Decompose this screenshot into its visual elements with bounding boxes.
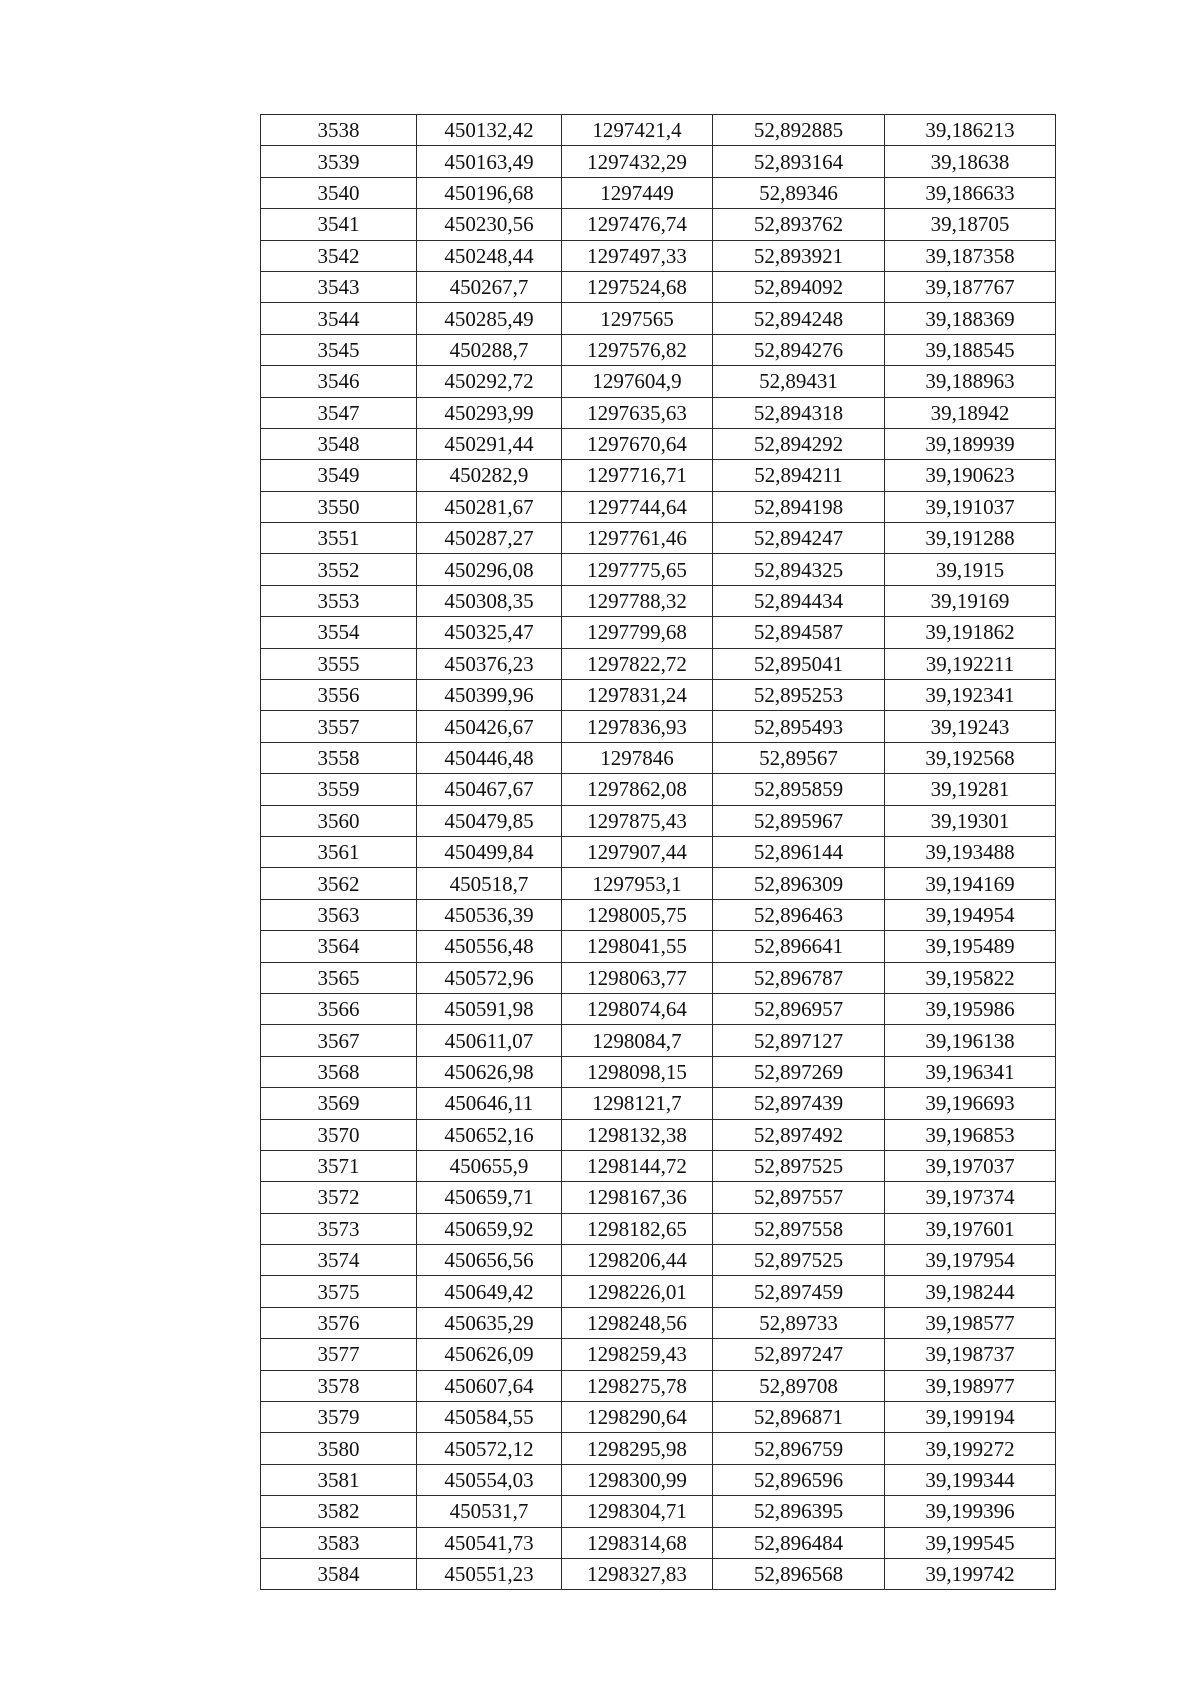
point-number-cell: 3558 xyxy=(261,742,417,773)
longitude-cell: 39,196853 xyxy=(885,1119,1056,1150)
table-row xyxy=(261,1213,1056,1244)
y-coordinate-cell: 1297953,1 xyxy=(562,868,713,899)
longitude-cell: 39,190623 xyxy=(885,460,1056,491)
latitude-cell: 52,89567 xyxy=(713,742,885,773)
table-row xyxy=(261,742,1056,773)
point-number-cell: 3565 xyxy=(261,962,417,993)
x-coordinate-cell: 450656,56 xyxy=(417,1245,562,1276)
table-row xyxy=(261,240,1056,271)
table-row xyxy=(261,491,1056,522)
table-row xyxy=(261,585,1056,616)
table-row xyxy=(261,1558,1056,1589)
longitude-cell: 39,18705 xyxy=(885,209,1056,240)
point-number-cell: 3549 xyxy=(261,460,417,491)
x-coordinate-cell: 450591,98 xyxy=(417,993,562,1024)
y-coordinate-cell: 1298314,68 xyxy=(562,1527,713,1558)
point-number-cell: 3570 xyxy=(261,1119,417,1150)
longitude-cell: 39,193488 xyxy=(885,836,1056,867)
y-coordinate-cell: 1298304,71 xyxy=(562,1496,713,1527)
latitude-cell: 52,897247 xyxy=(713,1339,885,1370)
longitude-cell: 39,199396 xyxy=(885,1496,1056,1527)
latitude-cell: 52,895493 xyxy=(713,711,885,742)
longitude-cell: 39,191862 xyxy=(885,617,1056,648)
point-number-cell: 3564 xyxy=(261,931,417,962)
point-number-cell: 3555 xyxy=(261,648,417,679)
longitude-cell: 39,188369 xyxy=(885,303,1056,334)
latitude-cell: 52,896787 xyxy=(713,962,885,993)
point-number-cell: 3547 xyxy=(261,397,417,428)
y-coordinate-cell: 1298327,83 xyxy=(562,1558,713,1589)
y-coordinate-cell: 1298290,64 xyxy=(562,1402,713,1433)
point-number-cell: 3556 xyxy=(261,680,417,711)
longitude-cell: 39,198577 xyxy=(885,1307,1056,1338)
latitude-cell: 52,897127 xyxy=(713,1025,885,1056)
point-number-cell: 3542 xyxy=(261,240,417,271)
y-coordinate-cell: 1298084,7 xyxy=(562,1025,713,1056)
y-coordinate-cell: 1298098,15 xyxy=(562,1056,713,1087)
latitude-cell: 52,896144 xyxy=(713,836,885,867)
y-coordinate-cell: 1298063,77 xyxy=(562,962,713,993)
latitude-cell: 52,895967 xyxy=(713,805,885,836)
y-coordinate-cell: 1298041,55 xyxy=(562,931,713,962)
y-coordinate-cell: 1298167,36 xyxy=(562,1182,713,1213)
x-coordinate-cell: 450132,42 xyxy=(417,115,562,146)
table-row xyxy=(261,177,1056,208)
y-coordinate-cell: 1297761,46 xyxy=(562,523,713,554)
longitude-cell: 39,198244 xyxy=(885,1276,1056,1307)
x-coordinate-cell: 450659,92 xyxy=(417,1213,562,1244)
y-coordinate-cell: 1297565 xyxy=(562,303,713,334)
latitude-cell: 52,896395 xyxy=(713,1496,885,1527)
table-row xyxy=(261,1307,1056,1338)
y-coordinate-cell: 1297576,82 xyxy=(562,334,713,365)
longitude-cell: 39,199194 xyxy=(885,1402,1056,1433)
y-coordinate-cell: 1298074,64 xyxy=(562,993,713,1024)
table-row xyxy=(261,523,1056,554)
y-coordinate-cell: 1298248,56 xyxy=(562,1307,713,1338)
table-row xyxy=(261,805,1056,836)
latitude-cell: 52,894248 xyxy=(713,303,885,334)
x-coordinate-cell: 450399,96 xyxy=(417,680,562,711)
y-coordinate-cell: 1297836,93 xyxy=(562,711,713,742)
table-row xyxy=(261,115,1056,146)
y-coordinate-cell: 1297421,4 xyxy=(562,115,713,146)
table-row xyxy=(261,962,1056,993)
x-coordinate-cell: 450325,47 xyxy=(417,617,562,648)
latitude-cell: 52,894325 xyxy=(713,554,885,585)
x-coordinate-cell: 450646,11 xyxy=(417,1088,562,1119)
latitude-cell: 52,896463 xyxy=(713,899,885,930)
longitude-cell: 39,196341 xyxy=(885,1056,1056,1087)
x-coordinate-cell: 450248,44 xyxy=(417,240,562,271)
point-number-cell: 3569 xyxy=(261,1088,417,1119)
latitude-cell: 52,894092 xyxy=(713,271,885,302)
y-coordinate-cell: 1297670,64 xyxy=(562,428,713,459)
latitude-cell: 52,896309 xyxy=(713,868,885,899)
table-row xyxy=(261,1370,1056,1401)
latitude-cell: 52,892885 xyxy=(713,115,885,146)
latitude-cell: 52,896759 xyxy=(713,1433,885,1464)
longitude-cell: 39,194954 xyxy=(885,899,1056,930)
longitude-cell: 39,199272 xyxy=(885,1433,1056,1464)
longitude-cell: 39,186213 xyxy=(885,115,1056,146)
y-coordinate-cell: 1297862,08 xyxy=(562,774,713,805)
y-coordinate-cell: 1298226,01 xyxy=(562,1276,713,1307)
x-coordinate-cell: 450196,68 xyxy=(417,177,562,208)
longitude-cell: 39,1915 xyxy=(885,554,1056,585)
y-coordinate-cell: 1297716,71 xyxy=(562,460,713,491)
point-number-cell: 3582 xyxy=(261,1496,417,1527)
y-coordinate-cell: 1298206,44 xyxy=(562,1245,713,1276)
x-coordinate-cell: 450518,7 xyxy=(417,868,562,899)
x-coordinate-cell: 450293,99 xyxy=(417,397,562,428)
table-row xyxy=(261,836,1056,867)
x-coordinate-cell: 450288,7 xyxy=(417,334,562,365)
table-row xyxy=(261,1527,1056,1558)
x-coordinate-cell: 450267,7 xyxy=(417,271,562,302)
longitude-cell: 39,187767 xyxy=(885,271,1056,302)
x-coordinate-cell: 450655,9 xyxy=(417,1150,562,1181)
table-row xyxy=(261,617,1056,648)
x-coordinate-cell: 450652,16 xyxy=(417,1119,562,1150)
table-row xyxy=(261,397,1056,428)
table-row xyxy=(261,1339,1056,1370)
point-number-cell: 3580 xyxy=(261,1433,417,1464)
point-number-cell: 3540 xyxy=(261,177,417,208)
table-row xyxy=(261,303,1056,334)
x-coordinate-cell: 450282,9 xyxy=(417,460,562,491)
longitude-cell: 39,198737 xyxy=(885,1339,1056,1370)
x-coordinate-cell: 450291,44 xyxy=(417,428,562,459)
x-coordinate-cell: 450541,73 xyxy=(417,1527,562,1558)
y-coordinate-cell: 1297604,9 xyxy=(562,366,713,397)
table-row xyxy=(261,1464,1056,1495)
longitude-cell: 39,192568 xyxy=(885,742,1056,773)
table-row xyxy=(261,868,1056,899)
longitude-cell: 39,197954 xyxy=(885,1245,1056,1276)
longitude-cell: 39,198977 xyxy=(885,1370,1056,1401)
table-row xyxy=(261,1150,1056,1181)
longitude-cell: 39,199545 xyxy=(885,1527,1056,1558)
point-number-cell: 3578 xyxy=(261,1370,417,1401)
latitude-cell: 52,893762 xyxy=(713,209,885,240)
table-row xyxy=(261,1182,1056,1213)
longitude-cell: 39,19281 xyxy=(885,774,1056,805)
x-coordinate-cell: 450556,48 xyxy=(417,931,562,962)
x-coordinate-cell: 450649,42 xyxy=(417,1276,562,1307)
latitude-cell: 52,897558 xyxy=(713,1213,885,1244)
x-coordinate-cell: 450376,23 xyxy=(417,648,562,679)
table-row xyxy=(261,366,1056,397)
longitude-cell: 39,197374 xyxy=(885,1182,1056,1213)
point-number-cell: 3550 xyxy=(261,491,417,522)
longitude-cell: 39,197601 xyxy=(885,1213,1056,1244)
point-number-cell: 3579 xyxy=(261,1402,417,1433)
x-coordinate-cell: 450285,49 xyxy=(417,303,562,334)
longitude-cell: 39,195489 xyxy=(885,931,1056,962)
table-row xyxy=(261,146,1056,177)
point-number-cell: 3559 xyxy=(261,774,417,805)
longitude-cell: 39,189939 xyxy=(885,428,1056,459)
x-coordinate-cell: 450626,98 xyxy=(417,1056,562,1087)
longitude-cell: 39,18638 xyxy=(885,146,1056,177)
table-row xyxy=(261,554,1056,585)
x-coordinate-cell: 450572,12 xyxy=(417,1433,562,1464)
y-coordinate-cell: 1298121,7 xyxy=(562,1088,713,1119)
point-number-cell: 3543 xyxy=(261,271,417,302)
longitude-cell: 39,199742 xyxy=(885,1558,1056,1589)
longitude-cell: 39,19243 xyxy=(885,711,1056,742)
point-number-cell: 3584 xyxy=(261,1558,417,1589)
y-coordinate-cell: 1297875,43 xyxy=(562,805,713,836)
longitude-cell: 39,188545 xyxy=(885,334,1056,365)
y-coordinate-cell: 1297497,33 xyxy=(562,240,713,271)
point-number-cell: 3563 xyxy=(261,899,417,930)
latitude-cell: 52,893921 xyxy=(713,240,885,271)
x-coordinate-cell: 450230,56 xyxy=(417,209,562,240)
latitude-cell: 52,897525 xyxy=(713,1150,885,1181)
point-number-cell: 3548 xyxy=(261,428,417,459)
point-number-cell: 3546 xyxy=(261,366,417,397)
x-coordinate-cell: 450572,96 xyxy=(417,962,562,993)
latitude-cell: 52,89431 xyxy=(713,366,885,397)
y-coordinate-cell: 1298300,99 xyxy=(562,1464,713,1495)
table-row xyxy=(261,1496,1056,1527)
point-number-cell: 3568 xyxy=(261,1056,417,1087)
longitude-cell: 39,192341 xyxy=(885,680,1056,711)
y-coordinate-cell: 1297831,24 xyxy=(562,680,713,711)
longitude-cell: 39,19169 xyxy=(885,585,1056,616)
longitude-cell: 39,195822 xyxy=(885,962,1056,993)
table-row xyxy=(261,1056,1056,1087)
point-number-cell: 3581 xyxy=(261,1464,417,1495)
y-coordinate-cell: 1297744,64 xyxy=(562,491,713,522)
x-coordinate-cell: 450536,39 xyxy=(417,899,562,930)
latitude-cell: 52,893164 xyxy=(713,146,885,177)
latitude-cell: 52,897525 xyxy=(713,1245,885,1276)
latitude-cell: 52,89346 xyxy=(713,177,885,208)
point-number-cell: 3571 xyxy=(261,1150,417,1181)
longitude-cell: 39,192211 xyxy=(885,648,1056,679)
x-coordinate-cell: 450551,23 xyxy=(417,1558,562,1589)
y-coordinate-cell: 1297822,72 xyxy=(562,648,713,679)
latitude-cell: 52,895859 xyxy=(713,774,885,805)
y-coordinate-cell: 1298182,65 xyxy=(562,1213,713,1244)
table-row xyxy=(261,1276,1056,1307)
point-number-cell: 3572 xyxy=(261,1182,417,1213)
point-number-cell: 3567 xyxy=(261,1025,417,1056)
x-coordinate-cell: 450287,27 xyxy=(417,523,562,554)
latitude-cell: 52,897439 xyxy=(713,1088,885,1119)
y-coordinate-cell: 1298275,78 xyxy=(562,1370,713,1401)
table-row xyxy=(261,1119,1056,1150)
y-coordinate-cell: 1298259,43 xyxy=(562,1339,713,1370)
point-number-cell: 3553 xyxy=(261,585,417,616)
longitude-cell: 39,196693 xyxy=(885,1088,1056,1119)
latitude-cell: 52,896871 xyxy=(713,1402,885,1433)
table-row xyxy=(261,209,1056,240)
x-coordinate-cell: 450554,03 xyxy=(417,1464,562,1495)
x-coordinate-cell: 450426,67 xyxy=(417,711,562,742)
latitude-cell: 52,894247 xyxy=(713,523,885,554)
longitude-cell: 39,186633 xyxy=(885,177,1056,208)
point-number-cell: 3560 xyxy=(261,805,417,836)
x-coordinate-cell: 450659,71 xyxy=(417,1182,562,1213)
latitude-cell: 52,894292 xyxy=(713,428,885,459)
longitude-cell: 39,19301 xyxy=(885,805,1056,836)
point-number-cell: 3583 xyxy=(261,1527,417,1558)
coordinates-table xyxy=(260,114,1056,1590)
longitude-cell: 39,195986 xyxy=(885,993,1056,1024)
x-coordinate-cell: 450479,85 xyxy=(417,805,562,836)
y-coordinate-cell: 1297524,68 xyxy=(562,271,713,302)
y-coordinate-cell: 1297846 xyxy=(562,742,713,773)
longitude-cell: 39,199344 xyxy=(885,1464,1056,1495)
latitude-cell: 52,89708 xyxy=(713,1370,885,1401)
point-number-cell: 3566 xyxy=(261,993,417,1024)
point-number-cell: 3561 xyxy=(261,836,417,867)
table-row xyxy=(261,428,1056,459)
table-row xyxy=(261,1402,1056,1433)
point-number-cell: 3551 xyxy=(261,523,417,554)
latitude-cell: 52,896568 xyxy=(713,1558,885,1589)
latitude-cell: 52,894211 xyxy=(713,460,885,491)
table-row xyxy=(261,1025,1056,1056)
point-number-cell: 3552 xyxy=(261,554,417,585)
point-number-cell: 3577 xyxy=(261,1339,417,1370)
latitude-cell: 52,896957 xyxy=(713,993,885,1024)
y-coordinate-cell: 1298132,38 xyxy=(562,1119,713,1150)
latitude-cell: 52,894318 xyxy=(713,397,885,428)
point-number-cell: 3576 xyxy=(261,1307,417,1338)
table-row xyxy=(261,1433,1056,1464)
x-coordinate-cell: 450635,29 xyxy=(417,1307,562,1338)
x-coordinate-cell: 450281,67 xyxy=(417,491,562,522)
y-coordinate-cell: 1297635,63 xyxy=(562,397,713,428)
y-coordinate-cell: 1297788,32 xyxy=(562,585,713,616)
table-row xyxy=(261,680,1056,711)
longitude-cell: 39,197037 xyxy=(885,1150,1056,1181)
table-row xyxy=(261,1245,1056,1276)
latitude-cell: 52,895041 xyxy=(713,648,885,679)
point-number-cell: 3575 xyxy=(261,1276,417,1307)
table-row xyxy=(261,931,1056,962)
table-row xyxy=(261,460,1056,491)
y-coordinate-cell: 1297449 xyxy=(562,177,713,208)
point-number-cell: 3573 xyxy=(261,1213,417,1244)
x-coordinate-cell: 450292,72 xyxy=(417,366,562,397)
x-coordinate-cell: 450163,49 xyxy=(417,146,562,177)
point-number-cell: 3545 xyxy=(261,334,417,365)
longitude-cell: 39,196138 xyxy=(885,1025,1056,1056)
latitude-cell: 52,896596 xyxy=(713,1464,885,1495)
latitude-cell: 52,895253 xyxy=(713,680,885,711)
table-row xyxy=(261,774,1056,805)
point-number-cell: 3539 xyxy=(261,146,417,177)
table-row xyxy=(261,711,1056,742)
table-row xyxy=(261,993,1056,1024)
y-coordinate-cell: 1297775,65 xyxy=(562,554,713,585)
longitude-cell: 39,194169 xyxy=(885,868,1056,899)
table-row xyxy=(261,648,1056,679)
latitude-cell: 52,896484 xyxy=(713,1527,885,1558)
table-row xyxy=(261,271,1056,302)
x-coordinate-cell: 450499,84 xyxy=(417,836,562,867)
point-number-cell: 3544 xyxy=(261,303,417,334)
y-coordinate-cell: 1298144,72 xyxy=(562,1150,713,1181)
y-coordinate-cell: 1298295,98 xyxy=(562,1433,713,1464)
longitude-cell: 39,191288 xyxy=(885,523,1056,554)
x-coordinate-cell: 450446,48 xyxy=(417,742,562,773)
table-row xyxy=(261,1088,1056,1119)
point-number-cell: 3562 xyxy=(261,868,417,899)
latitude-cell: 52,894587 xyxy=(713,617,885,648)
x-coordinate-cell: 450467,67 xyxy=(417,774,562,805)
latitude-cell: 52,897459 xyxy=(713,1276,885,1307)
point-number-cell: 3541 xyxy=(261,209,417,240)
point-number-cell: 3554 xyxy=(261,617,417,648)
coordinates-table-body xyxy=(261,115,1056,1590)
x-coordinate-cell: 450584,55 xyxy=(417,1402,562,1433)
x-coordinate-cell: 450296,08 xyxy=(417,554,562,585)
table-row xyxy=(261,899,1056,930)
x-coordinate-cell: 450626,09 xyxy=(417,1339,562,1370)
y-coordinate-cell: 1297799,68 xyxy=(562,617,713,648)
x-coordinate-cell: 450607,64 xyxy=(417,1370,562,1401)
longitude-cell: 39,187358 xyxy=(885,240,1056,271)
x-coordinate-cell: 450531,7 xyxy=(417,1496,562,1527)
longitude-cell: 39,191037 xyxy=(885,491,1056,522)
latitude-cell: 52,897557 xyxy=(713,1182,885,1213)
longitude-cell: 39,188963 xyxy=(885,366,1056,397)
latitude-cell: 52,896641 xyxy=(713,931,885,962)
y-coordinate-cell: 1297476,74 xyxy=(562,209,713,240)
latitude-cell: 52,894198 xyxy=(713,491,885,522)
point-number-cell: 3574 xyxy=(261,1245,417,1276)
point-number-cell: 3538 xyxy=(261,115,417,146)
point-number-cell: 3557 xyxy=(261,711,417,742)
latitude-cell: 52,897492 xyxy=(713,1119,885,1150)
latitude-cell: 52,894434 xyxy=(713,585,885,616)
table-row xyxy=(261,334,1056,365)
latitude-cell: 52,897269 xyxy=(713,1056,885,1087)
y-coordinate-cell: 1297432,29 xyxy=(562,146,713,177)
longitude-cell: 39,18942 xyxy=(885,397,1056,428)
x-coordinate-cell: 450308,35 xyxy=(417,585,562,616)
latitude-cell: 52,89733 xyxy=(713,1307,885,1338)
y-coordinate-cell: 1298005,75 xyxy=(562,899,713,930)
x-coordinate-cell: 450611,07 xyxy=(417,1025,562,1056)
latitude-cell: 52,894276 xyxy=(713,334,885,365)
y-coordinate-cell: 1297907,44 xyxy=(562,836,713,867)
